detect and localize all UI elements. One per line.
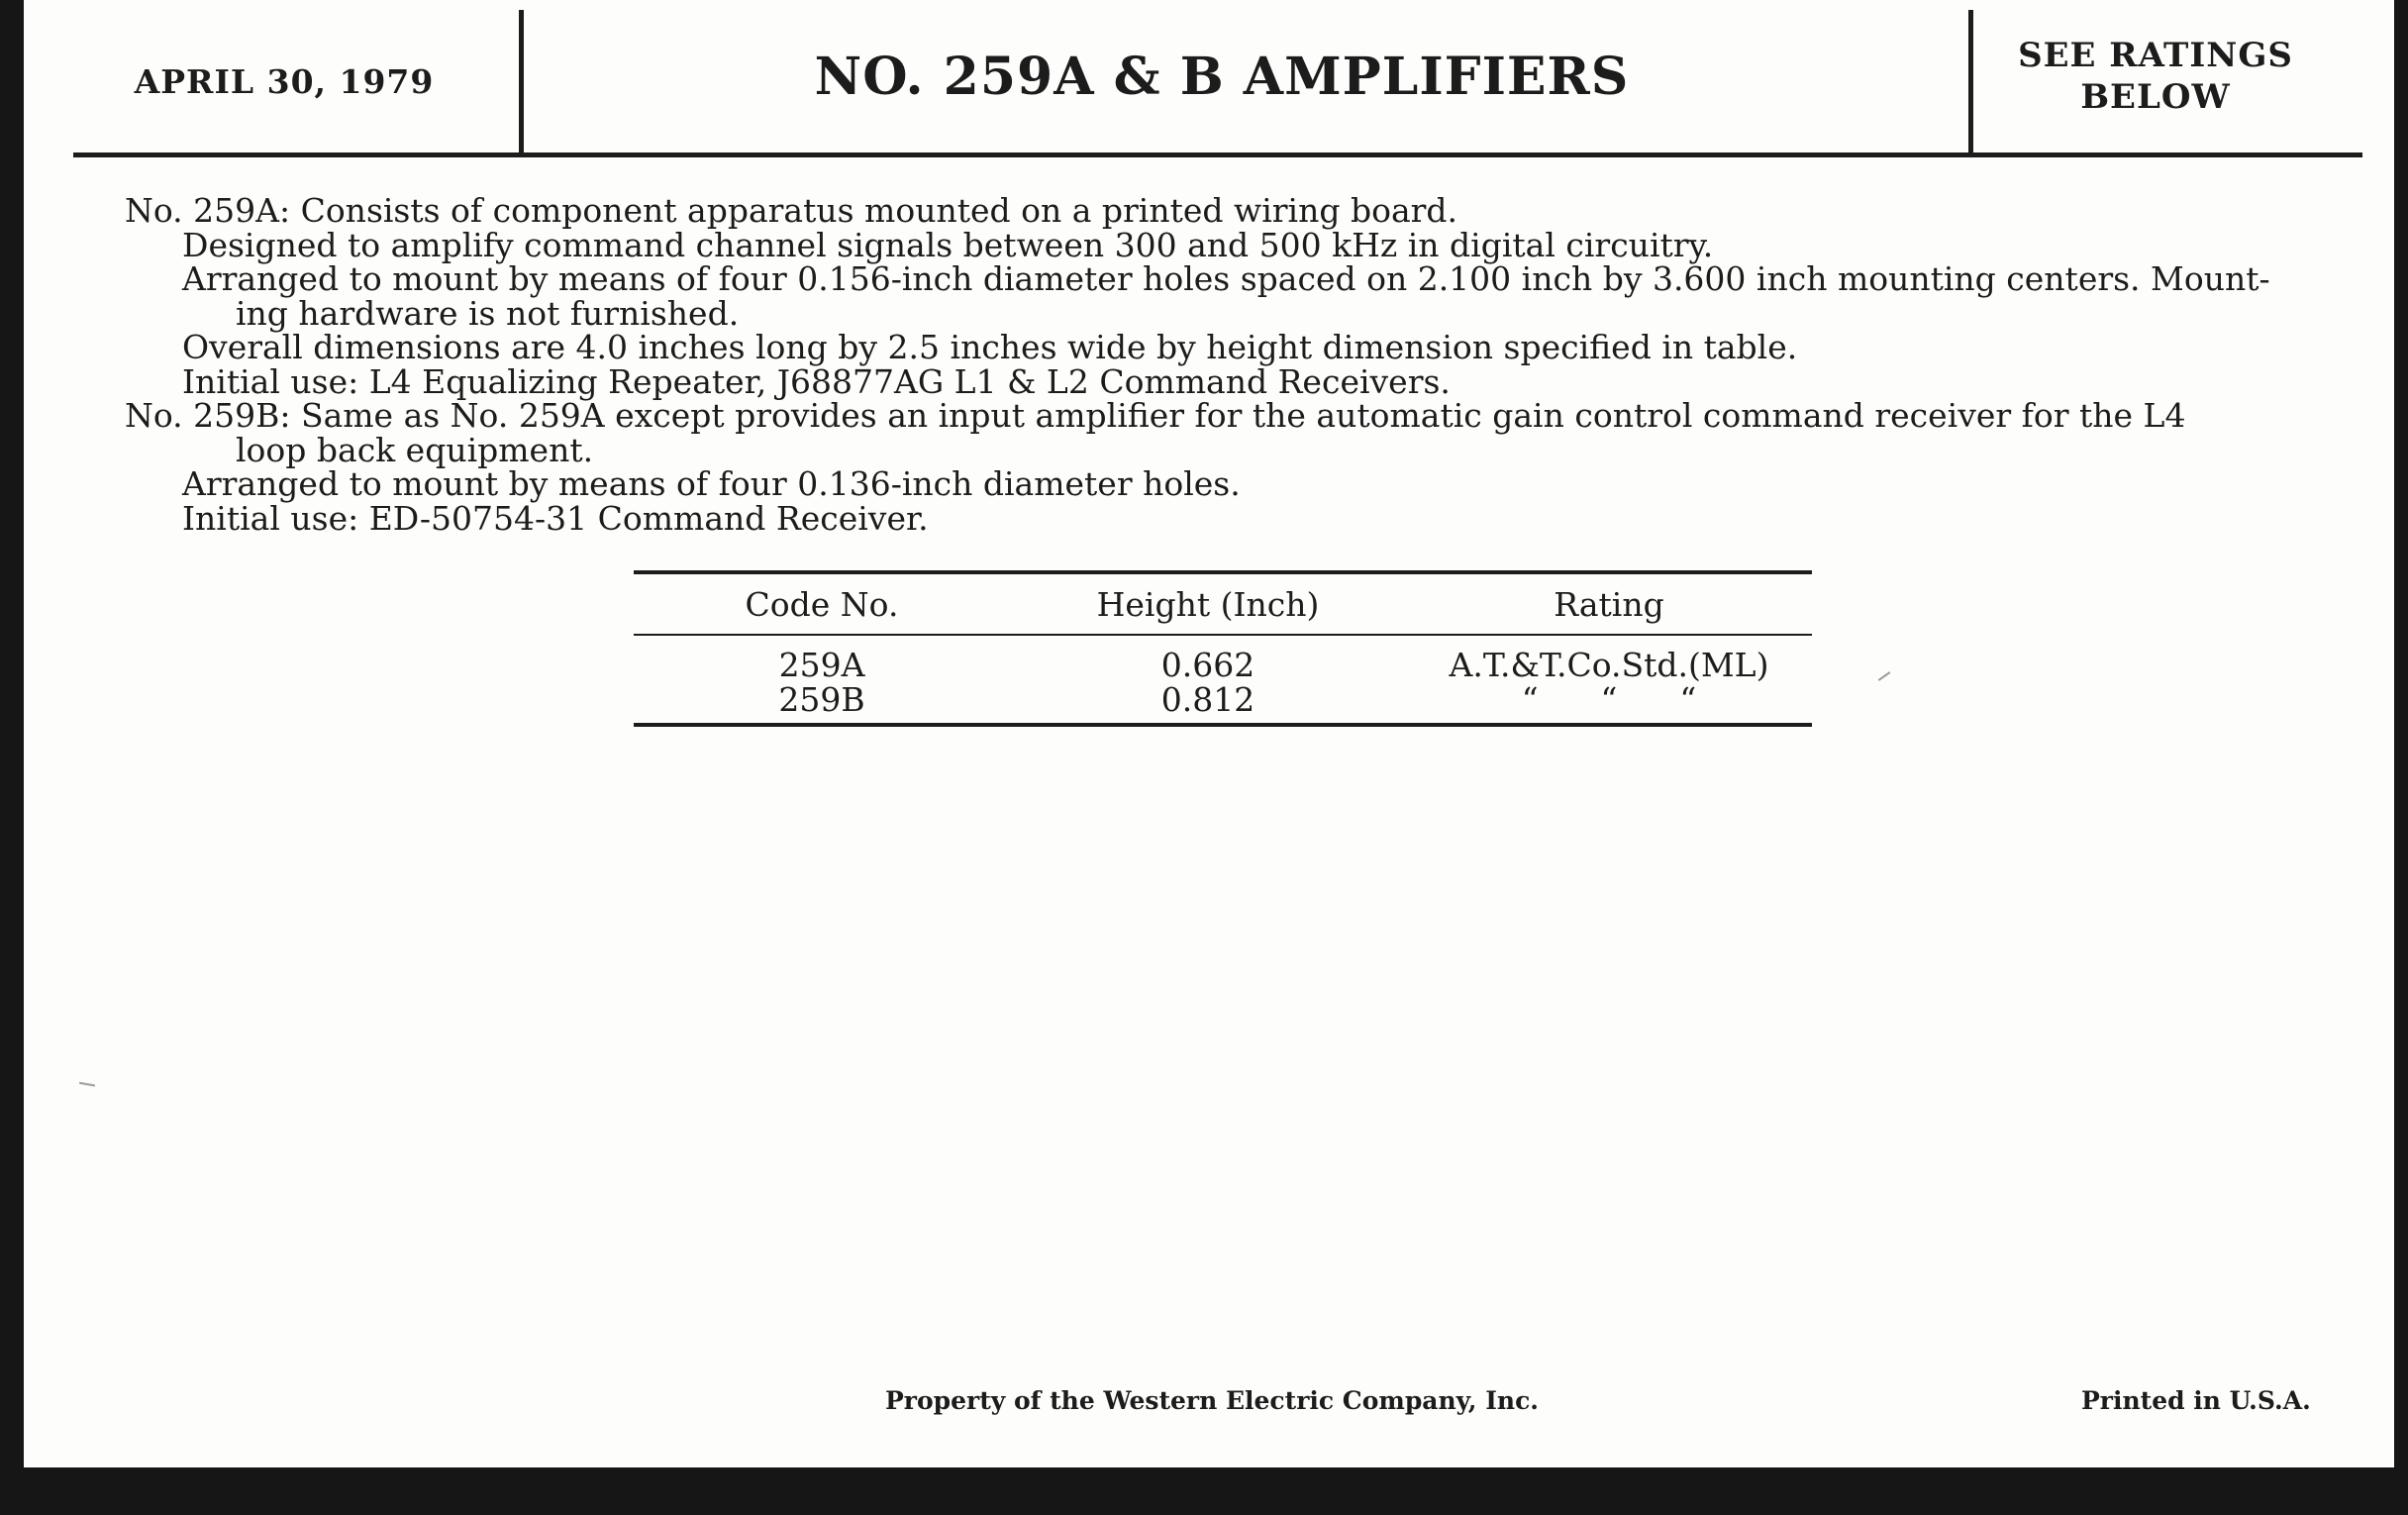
column-header: Height (Inch): [1096, 584, 1320, 624]
paragraph: Arranged to mount by means of four 0.156-inch diameter holes spaced on 2.100 inch by 3.600 inch mounting centers. Mount-: [182, 259, 2270, 298]
printed-notice: Printed in U.S.A.: [2081, 1386, 2311, 1415]
table-cell: 259A: [778, 646, 865, 684]
scan-mark: [79, 1082, 95, 1087]
table-row: [634, 648, 1812, 682]
table-header-row: [634, 574, 1812, 636]
paragraph: ing hardware is not furnished.: [236, 293, 740, 333]
paragraph: Arranged to mount by means of four 0.136-inch diameter holes.: [182, 464, 1241, 503]
rating-note: SEE RATINGS BELOW: [2018, 36, 2293, 117]
paragraph: No. 259B: Same as No. 259A except provides an input amplifier for the automatic gain control command receiver for the L4: [125, 396, 2186, 435]
ratings-table: [634, 570, 1812, 727]
property-notice: Property of the Western Electric Company, Inc.: [885, 1386, 1540, 1415]
description-text: [125, 191, 2343, 538]
table-cell: 259B: [778, 680, 865, 719]
paragraph: Initial use: L4 Equalizing Repeater, J68877AG L1 & L2 Command Receivers.: [182, 361, 1451, 401]
table-cell: A.T.&T.Co.Std.(ML): [1449, 646, 1769, 684]
header-bar: [73, 0, 2362, 157]
paragraph: loop back equipment.: [236, 430, 594, 469]
table-cell: “ “ “: [1521, 680, 1697, 719]
paragraph: Initial use: ED-50754-31 Command Receiver.: [182, 498, 929, 538]
page-title: NO. 259A & B AMPLIFIERS: [814, 46, 1630, 107]
paragraph: Overall dimensions are 4.0 inches long by 2.5 inches wide by height dimension specified in table.: [182, 328, 1798, 366]
table-row: [634, 682, 1812, 717]
table-body: [634, 636, 1812, 723]
paragraph: Designed to amplify command channel signals between 300 and 500 kHz in digital circuitry.: [182, 225, 1714, 264]
column-header: Rating: [1554, 584, 1664, 624]
data-sheet-card: [24, 0, 2394, 1467]
issue-date: APRIL 30, 1979: [134, 61, 435, 101]
paragraph: No. 259A: Consists of component apparatus mounted on a printed wiring board.: [125, 191, 1458, 230]
column-header: Code No.: [745, 584, 899, 624]
table-cell: 0.662: [1160, 646, 1255, 684]
table-cell: 0.812: [1160, 680, 1255, 719]
scan-mark: [1878, 671, 1891, 681]
